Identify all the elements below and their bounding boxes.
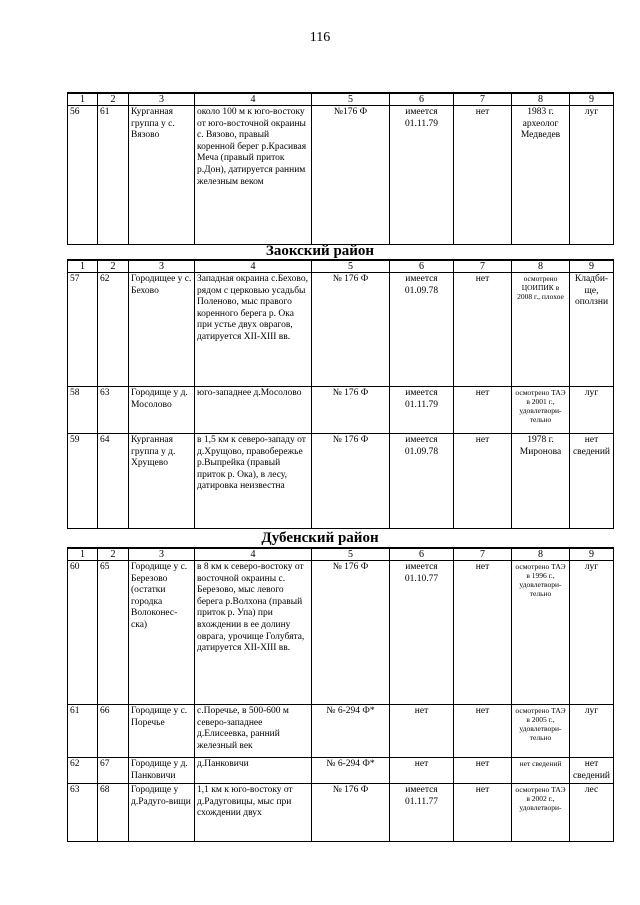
decree-number: № 176 Ф xyxy=(312,387,390,434)
protection-zone: нет xyxy=(454,561,512,705)
decree-number: № 176 Ф xyxy=(312,561,390,705)
passport-status: имеется 01.11.79 xyxy=(390,106,454,245)
inspection-info: осмотрено ТАЭ в 2002 г., удовлетвори- xyxy=(512,784,570,842)
column-number: 2 xyxy=(98,260,129,273)
row-number: 59 xyxy=(68,434,98,529)
passport-status: имеется 01.09.78 xyxy=(390,273,454,387)
column-number: 8 xyxy=(512,548,570,561)
land-use: луг xyxy=(570,387,614,434)
passport-status: имеется 01.11.79 xyxy=(390,387,454,434)
protection-zone: нет xyxy=(454,273,512,387)
section-title-zaoksky: Заокский район xyxy=(265,243,375,259)
column-number: 4 xyxy=(195,93,312,106)
row-number: 62 xyxy=(68,758,98,784)
row-number: 61 xyxy=(68,705,98,758)
passport-status: нет xyxy=(390,705,454,758)
monument-location: с.Поречье, в 500-600 м северо-западнее д.Елисеевка, ранний железный век xyxy=(195,705,312,758)
table-row xyxy=(68,106,614,245)
column-number: 5 xyxy=(312,260,390,273)
table-row xyxy=(68,434,614,529)
column-number: 4 xyxy=(195,260,312,273)
passport-status: нет xyxy=(390,758,454,784)
inspection-info: осмотрено ТАЭ в 1996 г., удовлетвори-тельно xyxy=(512,561,570,705)
land-use: луг xyxy=(570,106,614,245)
monument-location: в 8 км к северо-востоку от восточной окраины с. Березово, мыс левого берега р.Волхона (правый приток р. Упа) при вхождении в ее долину оврага, урочище Голубята, датируется XII-XIII вв. xyxy=(195,561,312,705)
monument-name: Городищее у с. Бехово xyxy=(129,273,195,387)
column-number: 7 xyxy=(454,93,512,106)
passport-status: имеется 01.11.77 xyxy=(390,784,454,842)
land-use: Кладби-ще, оползни xyxy=(570,273,614,387)
column-number: 6 xyxy=(390,260,454,273)
monument-name: Городище у д. Панковичи xyxy=(129,758,195,784)
protection-zone: нет xyxy=(454,434,512,529)
column-number: 2 xyxy=(98,93,129,106)
column-number: 1 xyxy=(68,260,98,273)
passport-status: имеется 01.10.77 xyxy=(390,561,454,705)
monument-name: Курганная группа у с. Вязово xyxy=(129,106,195,245)
row-number: 56 xyxy=(68,106,98,245)
monument-location: Западная окраина с.Бехово, рядом с церковью усадьбы Поленово, мыс правого коренного берега р. Ока при устье двух оврагов, датируется XII-XIII вв. xyxy=(195,273,312,387)
column-number: 1 xyxy=(68,548,98,561)
registry-number: 68 xyxy=(98,784,129,842)
registry-number: 66 xyxy=(98,705,129,758)
column-number: 7 xyxy=(454,548,512,561)
column-number: 7 xyxy=(454,260,512,273)
decree-number: №176 Ф xyxy=(312,106,390,245)
column-number: 2 xyxy=(98,548,129,561)
section-title-dubensky: Дубенский район xyxy=(261,530,379,546)
decree-number: № 176 Ф xyxy=(312,273,390,387)
column-number-row xyxy=(68,93,614,106)
inspection-info: 1978 г. Миронова xyxy=(512,434,570,529)
column-number: 6 xyxy=(390,93,454,106)
decree-number: № 176 Ф xyxy=(312,784,390,842)
monument-location: юго-западнее д.Мосолово xyxy=(195,387,312,434)
column-number: 9 xyxy=(570,260,614,273)
monument-name: Городище у д.Радуго-вищи xyxy=(129,784,195,842)
inspection-info: осмотрено ТАЭ в 2001 г., удовлетвори-тельно xyxy=(512,387,570,434)
protection-zone: нет xyxy=(454,387,512,434)
land-use: нет сведений xyxy=(570,758,614,784)
protection-zone: нет xyxy=(454,705,512,758)
monument-location: в 1,5 км к северо-западу от д.Хрущово, правобережье р.Выпрейка (правый приток р. Ока), в лесу, датировка неизвестна xyxy=(195,434,312,529)
registry-number: 63 xyxy=(98,387,129,434)
column-number-row xyxy=(68,260,614,273)
registry-number: 62 xyxy=(98,273,129,387)
row-number: 57 xyxy=(68,273,98,387)
land-use: луг xyxy=(570,705,614,758)
protection-zone: нет xyxy=(454,758,512,784)
column-number: 1 xyxy=(68,93,98,106)
table-row xyxy=(68,561,614,705)
decree-number: № 6-294 Ф* xyxy=(312,705,390,758)
row-number: 60 xyxy=(68,561,98,705)
inspection-info: осмотрено ЦОИПИК в 2008 г., плохое xyxy=(512,273,570,387)
monument-name: Курганная группа у д. Хрущево xyxy=(129,434,195,529)
column-number: 3 xyxy=(129,260,195,273)
decree-number: № 176 Ф xyxy=(312,434,390,529)
table-row xyxy=(68,784,614,842)
protection-zone: нет xyxy=(454,106,512,245)
table-row xyxy=(68,705,614,758)
monuments-table-zaoksky xyxy=(67,259,614,529)
column-number: 4 xyxy=(195,548,312,561)
registry-number: 65 xyxy=(98,561,129,705)
monuments-table-dubensky xyxy=(67,547,614,842)
land-use: лес xyxy=(570,784,614,842)
row-number: 63 xyxy=(68,784,98,842)
table-row xyxy=(68,387,614,434)
inspection-info: нет сведений xyxy=(512,758,570,784)
monument-location: д.Панковичи xyxy=(195,758,312,784)
monument-name: Городище у д. Мосолово xyxy=(129,387,195,434)
column-number: 3 xyxy=(129,548,195,561)
table-row xyxy=(68,273,614,387)
inspection-info: осмотрено ТАЭ в 2005 г., удовлетвори-тельно xyxy=(512,705,570,758)
land-use: нет сведений xyxy=(570,434,614,529)
column-number: 9 xyxy=(570,548,614,561)
column-number: 9 xyxy=(570,93,614,106)
monuments-table-continued xyxy=(67,92,614,245)
column-number: 8 xyxy=(512,260,570,273)
protection-zone: нет xyxy=(454,784,512,842)
inspection-info: 1983 г. археолог Медведев xyxy=(512,106,570,245)
column-number: 5 xyxy=(312,548,390,561)
column-number: 8 xyxy=(512,93,570,106)
column-number: 6 xyxy=(390,548,454,561)
registry-number: 64 xyxy=(98,434,129,529)
monument-name: Городище у с. Поречье xyxy=(129,705,195,758)
land-use: луг xyxy=(570,561,614,705)
registry-number: 61 xyxy=(98,106,129,245)
column-number: 3 xyxy=(129,93,195,106)
column-number: 5 xyxy=(312,93,390,106)
row-number: 58 xyxy=(68,387,98,434)
monument-location: 1,1 км к юго-востоку от д.Радуговицы, мыс при схождении двух xyxy=(195,784,312,842)
table-row xyxy=(68,758,614,784)
passport-status: имеется 01.09.78 xyxy=(390,434,454,529)
page-number: 116 xyxy=(309,30,331,45)
registry-number: 67 xyxy=(98,758,129,784)
monument-location: около 100 м к юго-востоку от юго-восточной окраины с. Вязово, правый коренной берег р.Красивая Меча (правый приток р.Дон), датируется ранним железным веком xyxy=(195,106,312,245)
monument-name: Городище у с. Березово (остатки городка Волоконес-ска) xyxy=(129,561,195,705)
decree-number: № 6-294 Ф* xyxy=(312,758,390,784)
column-number-row xyxy=(68,548,614,561)
